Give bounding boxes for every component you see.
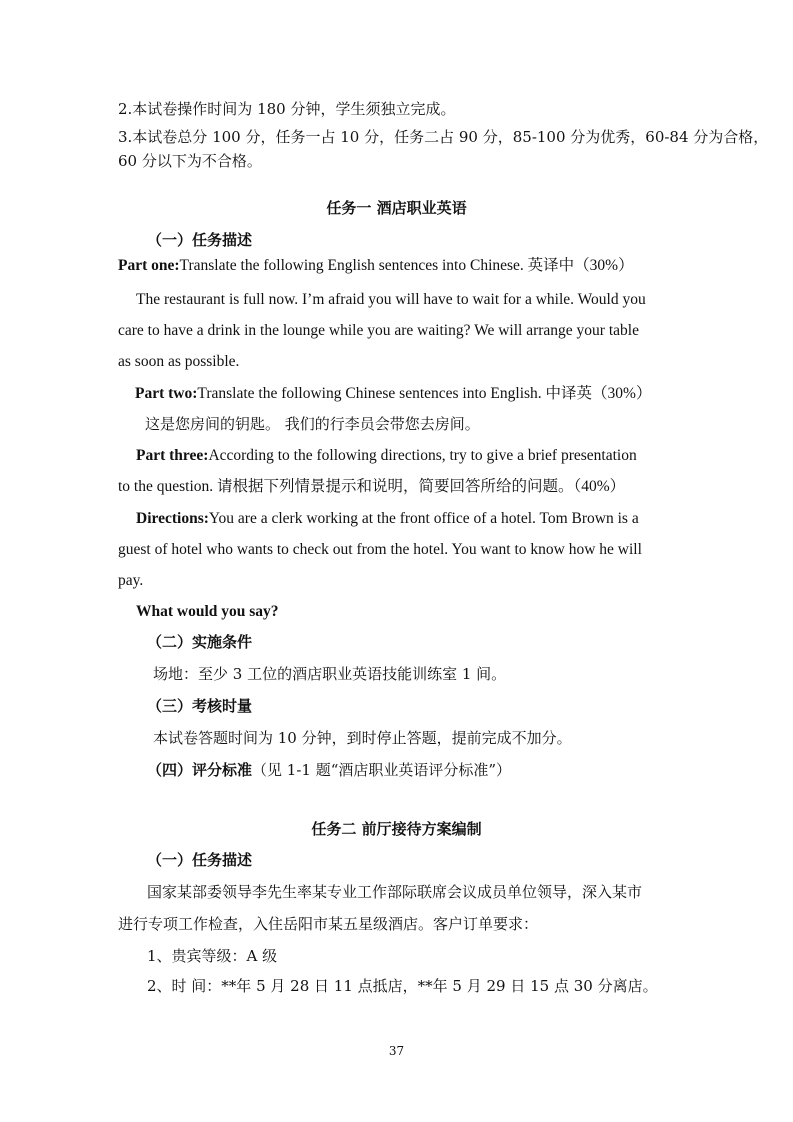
part-two-label: Part two: [135, 385, 198, 402]
part-three-instruction: According to the following directions, try to give a brief presentation [208, 447, 637, 464]
task2-section-description: （一）任务描述 [147, 851, 253, 869]
directions-line [136, 509, 639, 529]
part-two-line [135, 384, 651, 404]
task1-section-time: （三）考核时量 [147, 697, 253, 715]
part-three-body: to the question. 请根据下列情景提示和说明，简要回答所给的问题。（40%） [118, 478, 626, 495]
part-two-instruction: Translate the following Chinese sentences into English. 中译英（30%） [197, 385, 652, 402]
part-three-label: Part three: [136, 447, 209, 464]
directions-body-2: pay. [118, 572, 144, 589]
task1-title: 任务一 酒店职业英语 [326, 199, 467, 217]
question-line: What would you say? [136, 603, 279, 620]
part-one-instruction: Translate the following English sentences into Chinese. 英译中（30%） [179, 257, 634, 274]
part-one-label: Part one: [118, 257, 180, 274]
directions-label: Directions: [136, 510, 209, 527]
intro-line-3a: 3.本试卷总分 100 分，任务一占 10 分，任务二占 90 分，85-100 分为优秀，60-84 分为合格， [118, 128, 769, 146]
directions-body-1: guest of hotel who wants to check out from the hotel. You want to know how he will [118, 541, 642, 558]
part-one-body-2: care to have a drink in the lounge while you are waiting? We will arrange your table [118, 322, 639, 339]
part-one-body-3: as soon as possible. [118, 353, 240, 370]
task2-title: 任务二 前厅接待方案编制 [311, 820, 482, 838]
intro-line-2: 2.本试卷操作时间为 180 分钟，学生须独立完成。 [118, 100, 456, 118]
time-body: 本试卷答题时间为 10 分钟，到时停止答题，提前完成不加分。 [153, 729, 572, 747]
task2-body-1: 国家某部委领导李先生率某专业工作部际联席会议成员单位领导，深入某市 [147, 883, 643, 901]
task2-item-2: 2、时 间：**年 5 月 28 日 11 点抵店，**年 5 月 29 日 15 点 30 分离店。 [147, 977, 658, 995]
task1-section-conditions: （二）实施条件 [147, 633, 253, 651]
part-three-line [136, 446, 637, 466]
part-two-body: 这是您房间的钥匙。 我们的行李员会带您去房间。 [145, 415, 480, 433]
task1-section-scoring: （四）评分标准 [147, 761, 253, 779]
task2-body-2: 进行专项工作检查，入住岳阳市某五星级酒店。客户订单要求： [118, 915, 539, 933]
task2-item-1: 1、贵宾等级：A 级 [147, 947, 278, 965]
task1-section-description: （一）任务描述 [147, 231, 253, 249]
scoring-note: （见 1-1 题“酒店职业英语评分标准”） [252, 761, 512, 779]
directions-text: You are a clerk working at the front office of a hotel. Tom Brown is a [208, 510, 639, 527]
scoring-line [147, 760, 511, 780]
conditions-body: 场地：至少 3 工位的酒店职业英语技能训练室 1 间。 [153, 665, 507, 683]
part-one-body-1: The restaurant is full now. I’m afraid you will have to wait for a while. Would you [136, 291, 646, 308]
part-one-line [118, 256, 634, 276]
page-number: 37 [388, 1044, 405, 1058]
intro-line-3b: 60 分以下为不合格。 [118, 152, 262, 170]
